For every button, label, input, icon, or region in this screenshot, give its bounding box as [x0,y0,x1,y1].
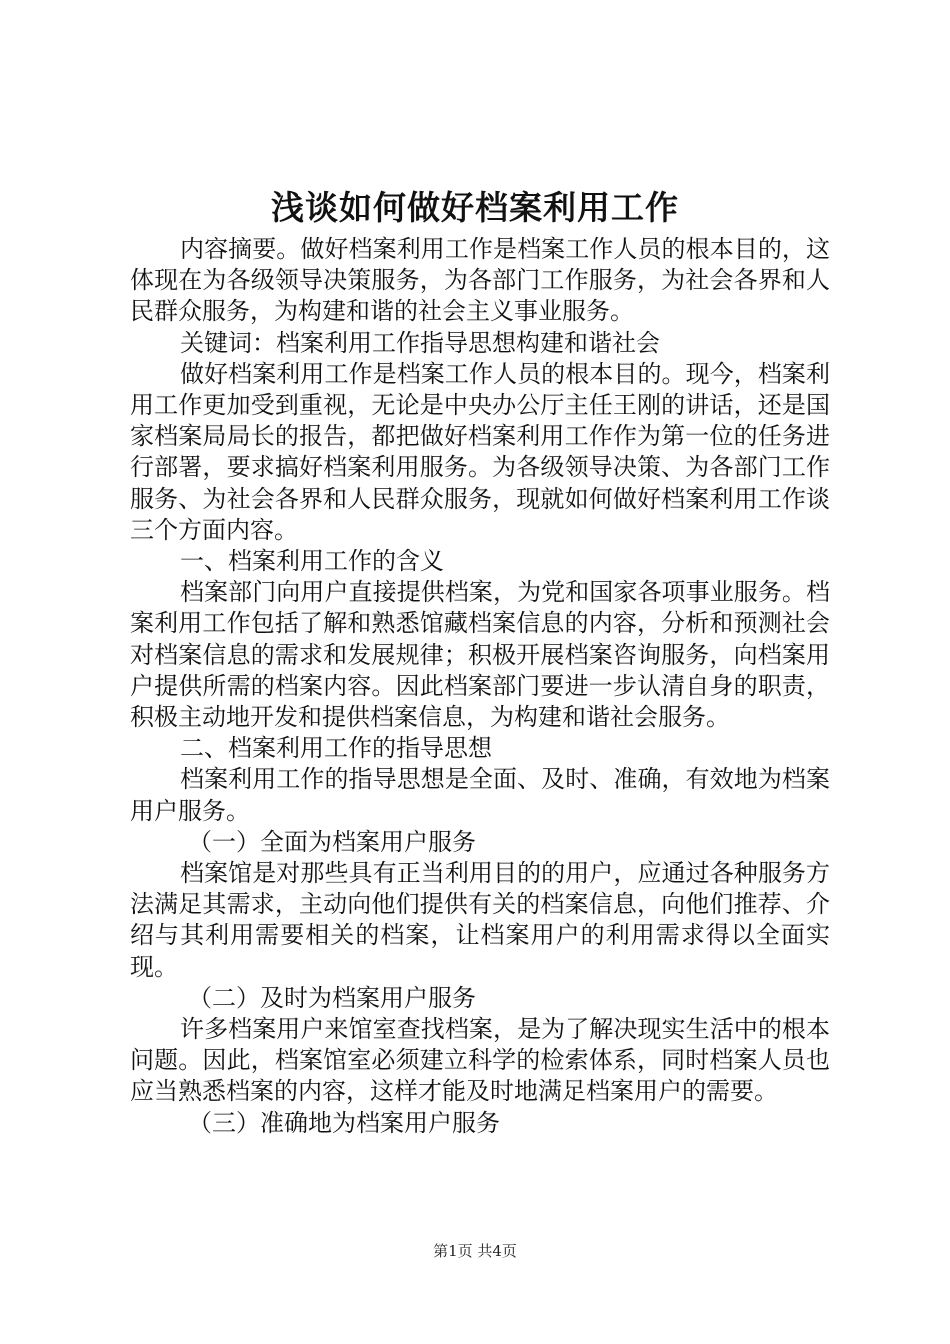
keywords-line: 关键词：档案利用工作指导思想构建和谐社会 [180,328,660,357]
section-1-paragraph: 档案部门向用户直接提供档案，为党和国家各项事业服务。档案利用工作包括了解和熟悉馆藏档案信息的内容，分析和预测社会对档案信息的需求和发展规律；积极开展档案咨询服务，向档案用户提供所需的档案内容。因此档案部门要进一步认清自身的职责，积极主动地开发和提供档案信息，为构建和谐社会服务。 [130,578,830,732]
page-footer: 第1页 共4页 [433,1242,517,1260]
document-title: 浅谈如何做好档案利用工作 [271,188,679,227]
subsection-1-paragraph: 档案馆是对那些具有正当利用目的的用户，应通过各种服务方法满足其需求，主动向他们提供有关的档案信息，向他们推荐、介绍与其利用需要相关的档案，让档案用户的利用需求得以全面实现。 [130,859,830,981]
subsection-heading-2: （二）及时为档案用户服务 [188,983,476,1012]
abstract-paragraph: 内容摘要。做好档案利用工作是档案工作人员的根本目的，这体现在为各级领导决策服务，为各部门工作服务，为社会各界和人民群众服务，为构建和谐的社会主义事业服务。 [130,235,830,326]
section-heading-1: 一、档案利用工作的含义 [180,547,444,576]
intro-paragraph: 做好档案利用工作是档案工作人员的根本目的。现今，档案利用工作更加受到重视，无论是中央办公厅主任王刚的讲话，还是国家档案局局长的报告，都把做好档案利用工作作为第一位的任务进行部署，要求搞好档案利用服务。为各级领导决策、为各部门工作服务、为社会各界和人民群众服务，现就如何做好档案利用工作谈三个方面内容。 [130,359,830,544]
subsection-2-paragraph: 许多档案用户来馆室查找档案，是为了解决现实生活中的根本问题。因此，档案馆室必须建立科学的检索体系，同时档案人员也应当熟悉档案的内容，这样才能及时地满足档案用户的需要。 [130,1015,830,1106]
section-heading-2: 二、档案利用工作的指导思想 [180,734,492,763]
subsection-heading-3: （三）准确地为档案用户服务 [188,1108,500,1137]
subsection-heading-1: （一）全面为档案用户服务 [188,827,476,856]
document-body [130,234,830,1139]
section-2-paragraph: 档案利用工作的指导思想是全面、及时、准确，有效地为档案用户服务。 [130,765,830,825]
